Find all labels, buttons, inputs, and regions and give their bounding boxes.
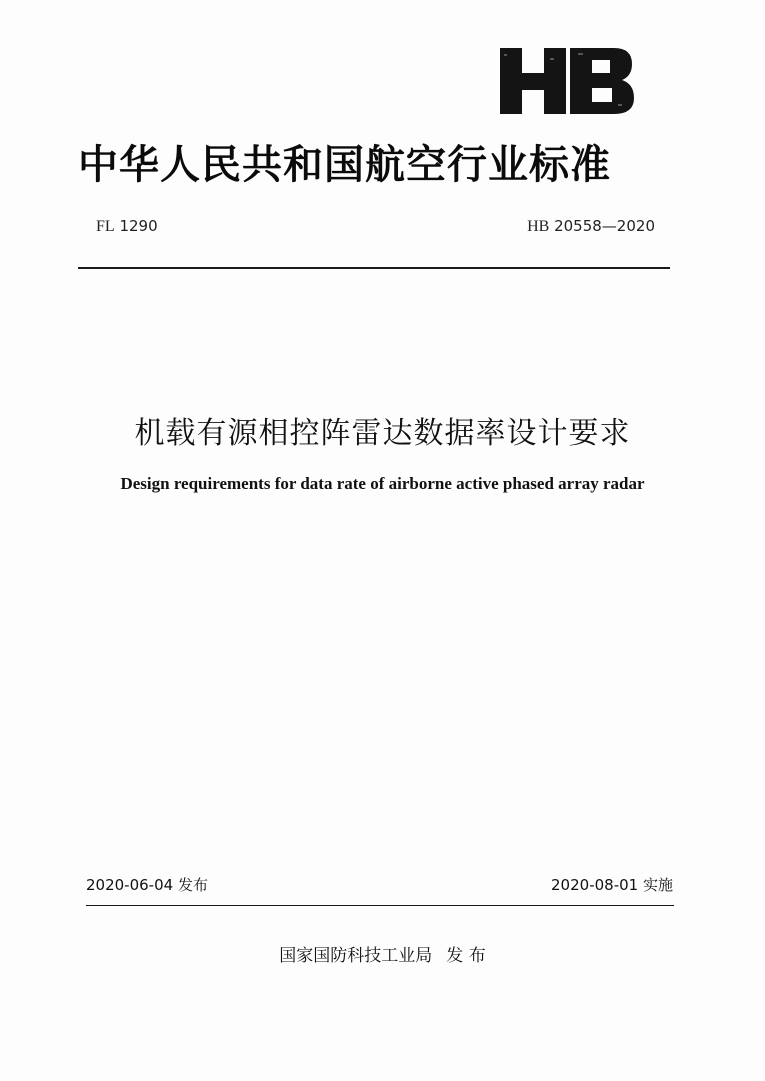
publisher-name: 国家国防科技工业局	[279, 946, 433, 966]
standard-number-value: 20558—2020	[554, 217, 655, 235]
hb-logo	[498, 44, 636, 118]
classification-prefix: FL	[96, 218, 115, 235]
publisher-action: 发 布	[446, 946, 486, 966]
implementation-label: 实施	[642, 876, 673, 894]
document-title-cn: 机载有源相控阵雷达数据率设计要求	[134, 416, 631, 451]
header-divider	[78, 267, 670, 269]
issue-date: 2020-06-04	[86, 876, 174, 894]
classification-code	[96, 217, 158, 236]
footer-divider	[86, 905, 674, 906]
hb-logo-mark	[498, 44, 636, 118]
standard-prefix: HB	[527, 218, 550, 235]
issue-label: 发布	[177, 876, 208, 894]
implementation-date: 2020-08-01	[551, 876, 639, 894]
standard-number	[527, 217, 655, 236]
classification-number: 1290	[119, 217, 158, 235]
document-title-en: Design requirements for data rate of airborne active phased array radar	[120, 474, 645, 493]
standard-category-title: 中华人民共和国航空行业标准	[78, 141, 611, 188]
implementation-date-line	[551, 874, 673, 895]
publisher-line	[0, 941, 765, 966]
issue-date-line	[86, 874, 208, 895]
